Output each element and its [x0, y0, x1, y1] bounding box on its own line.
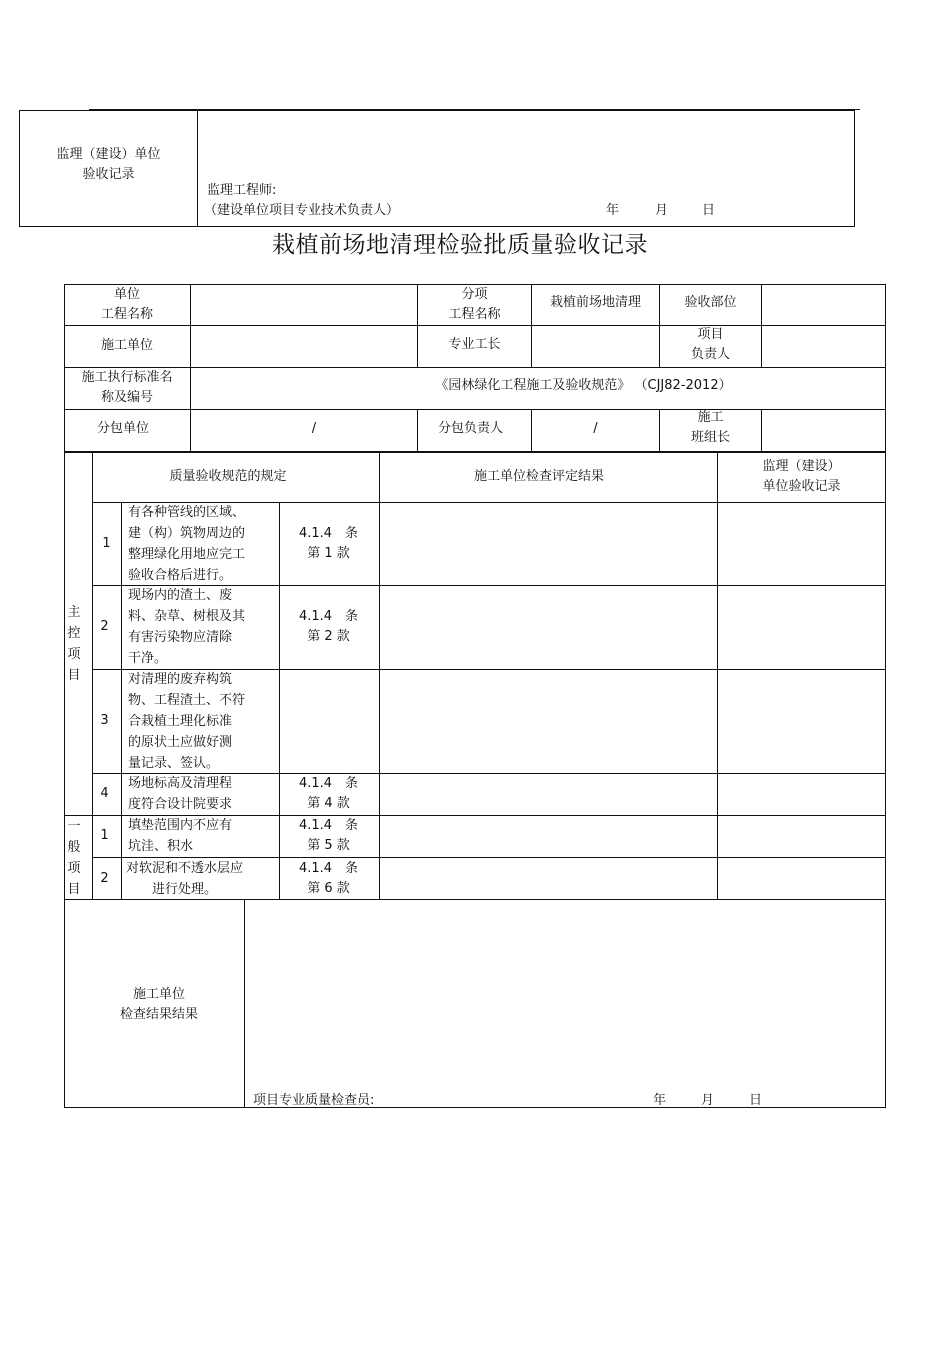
main-item-2-text: 现场内的渣土、废 料、杂草、树根及其 有害污染物应清除 干净。: [128, 588, 246, 666]
general-item-1-clause: 4.1.4 条 第 5 款: [298, 818, 359, 853]
main-item-3-text: 对清理的废弃构筑 物、工程渣土、不符 合栽植土理化标准 的原状土应做好测 量记录、签认。: [128, 671, 246, 771]
owner-tech-manager-label: （建设单位项目专业技术负责人）: [204, 203, 400, 218]
main-item-1-text: 有各种管线的区域、 建（构）筑物周边的 整理绿化用地应完工 验收合格后进行。: [128, 504, 246, 583]
spec-header: 质量验收规范的规定: [169, 469, 287, 484]
main-item-2-no: 2: [100, 619, 109, 634]
top-day-label: 日: [702, 203, 716, 218]
footer-day-label: 日: [749, 1093, 763, 1108]
team-leader-field[interactable]: [762, 409, 886, 452]
inspector-label: 项目专业质量检查员:: [253, 1093, 375, 1108]
foreman-field[interactable]: [532, 325, 659, 367]
main-item-2-clause: 4.1.4 条 第 2 款: [298, 609, 359, 644]
main-item-4-no: 4: [100, 786, 109, 801]
unit-project-label: 单位 工程名称: [100, 286, 153, 322]
main-item-2-result[interactable]: [380, 585, 717, 669]
general-item-2-clause: 4.1.4 条 第 6 款: [298, 860, 359, 896]
construction-unit-field[interactable]: [191, 325, 417, 367]
sub-manager-field[interactable]: /: [593, 421, 598, 436]
check-result-header: 施工单位检查评定结果: [473, 469, 604, 484]
general-item-1-no: 1: [100, 828, 109, 843]
supervision-box-divider: [197, 110, 198, 227]
unit-project-field[interactable]: [191, 284, 417, 325]
general-item-1-supervision[interactable]: [718, 815, 886, 857]
main-item-4-result[interactable]: [380, 773, 717, 815]
main-item-1-result[interactable]: [380, 502, 717, 585]
project-manager-field[interactable]: [762, 325, 886, 367]
supervision-header: 监理（建设） 单位验收记录: [762, 459, 841, 494]
standard-label: 施工执行标准名 称及编号: [81, 370, 173, 405]
sub-manager-label: 分包负责人: [437, 421, 503, 436]
top-month-label: 月: [655, 203, 669, 218]
general-group-label: 一 般 项 目: [67, 818, 81, 897]
accept-part-field[interactable]: [762, 284, 886, 325]
engineer-label: 监理工程师:: [207, 183, 277, 198]
accept-part-label: 验收部位: [684, 295, 737, 310]
main-item-3-result[interactable]: [380, 669, 717, 773]
general-item-2-no: 2: [100, 870, 109, 886]
main-item-3-clause: [280, 669, 377, 773]
team-leader-label: 施工 班组长: [690, 410, 730, 445]
construction-unit-label: 施工单位: [100, 338, 153, 353]
foreman-label: 专业工长: [448, 337, 501, 352]
footer-year-label: 年: [653, 1093, 667, 1108]
standard-value[interactable]: 《园林绿化工程施工及验收规范》 （CJJ82-2012）: [435, 378, 732, 393]
general-item-2-supervision[interactable]: [718, 857, 886, 900]
main-item-2-supervision[interactable]: [718, 585, 886, 669]
footer-month-label: 月: [701, 1093, 715, 1108]
subcontractor-label: 分包单位: [96, 421, 149, 436]
supervision-record-label: 监理（建设）单位 验收记录: [56, 147, 161, 182]
main-item-1-supervision[interactable]: [718, 502, 886, 585]
subcontractor-field[interactable]: /: [311, 421, 317, 436]
main-item-4-supervision[interactable]: [718, 773, 886, 815]
main-item-1-clause: 4.1.4 条 第 1 款: [298, 525, 359, 561]
sub-project-value[interactable]: 栽植前场地清理: [549, 295, 641, 310]
main-item-3-no: 3: [100, 713, 109, 728]
general-item-1-result[interactable]: [380, 815, 717, 857]
main-item-3-supervision[interactable]: [718, 669, 886, 773]
sub-project-label: 分项 工程名称: [448, 286, 501, 322]
main-item-4-text: 场地标高及清理程 度符合设计院要求: [128, 776, 233, 812]
inspection-result-field[interactable]: [245, 900, 885, 1080]
inspection-result-label: 施工单位 检查结果结果: [119, 987, 198, 1022]
project-manager-label: 项目 负责人: [690, 327, 730, 362]
general-item-1-text: 填垫范围内不应有 坑洼、积水: [128, 818, 233, 854]
general-item-2-result[interactable]: [380, 857, 717, 900]
page-title: 栽植前场地清理检验批质量验收记录: [272, 232, 648, 258]
main-control-group-label: 主 控 项 目: [67, 605, 81, 683]
general-item-2-text: 对软泥和不透水层应 进行处理。: [126, 860, 244, 897]
top-year-label: 年: [606, 203, 620, 218]
main-item-4-clause: 4.1.4 条 第 4 款: [298, 776, 359, 811]
main-item-1-no: 1: [102, 535, 111, 551]
